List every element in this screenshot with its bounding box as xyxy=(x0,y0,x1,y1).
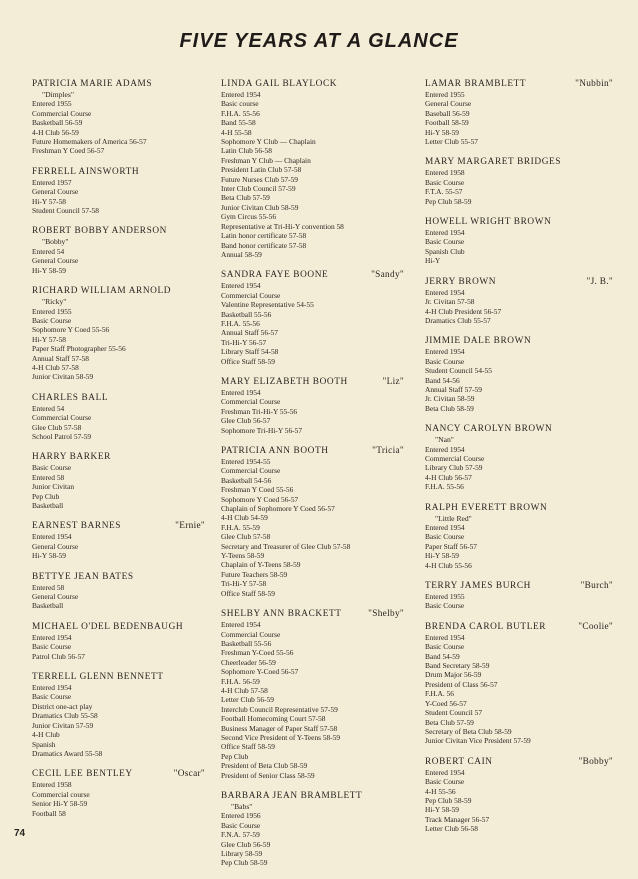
activity-line: Hi-Y 58-59 xyxy=(425,805,460,815)
activity-line: Paper Staff 56-57 xyxy=(425,541,477,551)
activity-line: Basic Course xyxy=(32,642,72,652)
activity-line: Junior Civitan 58-59 xyxy=(32,372,94,382)
activity-line: Football 58 xyxy=(32,808,66,818)
student-nickname: "Bobby" xyxy=(42,237,69,247)
activity-line: Beta Club 57-59 xyxy=(221,193,270,203)
activity-line: Entered 58 xyxy=(32,582,65,592)
activity-line: Basketball xyxy=(32,501,64,510)
student-name: JERRY BROWN xyxy=(425,276,497,287)
student-nickname: "Shelby" xyxy=(368,609,404,620)
student-entry xyxy=(32,769,207,818)
activity-line: Entered 1954 xyxy=(425,767,465,777)
activity-line: Annual 58-59 xyxy=(221,249,262,259)
student-name-row xyxy=(425,503,615,514)
student-entry xyxy=(32,167,207,216)
activity-line: Sophomore Y-Coed 56-57 xyxy=(221,667,299,677)
activity-line: Future Teachers 58-59 xyxy=(221,569,288,579)
activity-line: Hi-Y 58-59 xyxy=(425,551,460,561)
student-name-row xyxy=(32,167,207,178)
student-name-row xyxy=(32,393,207,404)
activity-line: Tri-Hi-Y 57-58 xyxy=(221,579,267,589)
activity-line: Student Council 54-55 xyxy=(425,366,492,376)
activity-line: Library Club 57-59 xyxy=(425,463,483,473)
activity-line: President Latin Club 57-58 xyxy=(221,165,302,175)
activity-line: Freshman Tri-Hi-Y 55-56 xyxy=(221,406,298,416)
activity-line: Basic Course xyxy=(32,463,72,473)
activity-line: 4-H Club 56-57 xyxy=(425,472,472,482)
activity-line: Letter Club 55-57 xyxy=(425,137,478,147)
activity-line: General Course xyxy=(425,99,472,109)
activity-line: Pep Club 58-59 xyxy=(425,196,472,206)
activity-line: F.T.A. 55-57 xyxy=(425,187,463,197)
activity-line: Business Manager of Paper Staff 57-58 xyxy=(221,723,338,733)
activity-line: Letter Club 56-59 xyxy=(221,695,274,705)
activity-line: Spanish xyxy=(32,739,56,749)
activity-line: Interclub Council Representative 57-59 xyxy=(221,704,338,714)
student-name-row xyxy=(425,757,615,768)
student-entry xyxy=(32,393,207,442)
student-entry xyxy=(425,79,615,146)
activity-line: Freshman Y Coed 56-57 xyxy=(32,146,105,156)
page-number: 74 xyxy=(14,828,26,839)
activity-line: Chaplain of Y-Teens 58-59 xyxy=(221,560,301,570)
activity-line: Hi-Y 58-59 xyxy=(32,265,67,275)
student-name: MARY MARGARET BRIDGES xyxy=(425,157,562,168)
activity-line: Junior Civitan Club 58-59 xyxy=(221,202,299,212)
student-name: ROBERT BOBBY ANDERSON xyxy=(32,226,167,237)
activity-line: Hi-Y 57-58 xyxy=(32,196,67,206)
activity-line: Entered 1955 xyxy=(32,99,72,109)
student-name: HOWELL WRIGHT BROWN xyxy=(425,217,552,228)
activity-line: Y-Coed 56-57 xyxy=(425,698,467,708)
activity-line: President of Beta Club 58-59 xyxy=(221,761,308,771)
activity-line: Entered 1955 xyxy=(32,306,72,316)
activity-line: General Course xyxy=(32,592,79,602)
student-name: JIMMIE DALE BROWN xyxy=(425,336,532,347)
activity-line: Second Vice President of Y-Teens 58-59 xyxy=(221,732,341,742)
activity-line: Y-Teens 58-59 xyxy=(221,551,265,561)
activity-line: Sophomore Tri-Hi-Y 56-57 xyxy=(221,425,303,435)
activity-line: Junior Civitan 57-59 xyxy=(32,720,94,730)
student-nickname: "Ernie" xyxy=(175,521,205,532)
student-entry xyxy=(221,377,406,435)
student-entry xyxy=(32,622,207,661)
student-name-row xyxy=(32,452,207,463)
activity-line: Basic Course xyxy=(425,601,465,611)
student-name: PATRICIA MARIE ADAMS xyxy=(32,79,153,89)
activity-line: F.H.A. 55-56 xyxy=(221,108,260,118)
activity-line: Latin Club 56-58 xyxy=(221,146,272,156)
activity-line: Hi-Y xyxy=(425,256,441,266)
activity-line: Entered 1954 xyxy=(425,523,465,532)
activity-line: Paper Staff Photographer 55-56 xyxy=(32,344,126,354)
activity-line: Future Homemakers of America 56-57 xyxy=(32,137,147,147)
student-name: TERRY JAMES BURCH xyxy=(425,581,531,592)
activity-line: Annual Staff 56-57 xyxy=(221,328,278,338)
student-name: SHELBY ANN BRACKETT xyxy=(221,609,342,620)
activity-line: Letter Club 56-58 xyxy=(425,824,478,834)
student-entry xyxy=(221,791,406,868)
activity-line: Entered 1954 xyxy=(221,620,261,630)
student-nickname: "Babs" xyxy=(231,802,253,811)
student-name: BRENDA CAROL BUTLER xyxy=(425,621,547,632)
activity-line: Basic Course xyxy=(425,642,465,652)
student-name-row xyxy=(32,79,207,90)
student-name: RICHARD WILLIAM ARNOLD xyxy=(32,286,172,297)
student-name-row xyxy=(221,270,406,281)
student-name-row xyxy=(221,377,406,388)
activity-line: Entered 1954 xyxy=(32,683,72,693)
student-entry xyxy=(32,286,207,382)
student-name: PATRICIA ANN BOOTH xyxy=(221,446,329,456)
student-name: BETTYE JEAN BATES xyxy=(32,571,134,582)
student-entry xyxy=(425,581,615,611)
student-name: EARNEST BARNES xyxy=(32,521,122,532)
activity-line: Basic Course xyxy=(32,692,72,702)
student-name: FERRELL AINSWORTH xyxy=(32,166,140,177)
activity-line: Jr. Civitan 57-58 xyxy=(425,297,475,307)
student-nickname: "Burch" xyxy=(580,581,613,592)
student-entry xyxy=(425,424,615,491)
activity-line: Student Council 57-58 xyxy=(32,206,99,216)
activity-line: Entered 1954 xyxy=(32,632,72,642)
activity-line: F.H.A. 55-56 xyxy=(221,318,260,328)
activity-line: Basketball 54-56 xyxy=(221,475,272,485)
activity-line: 4-H Club President 56-57 xyxy=(425,306,502,316)
activity-line: President of Class 56-57 xyxy=(425,679,498,689)
activity-line: Freshman Y Club — Chaplain xyxy=(221,155,311,165)
student-entry xyxy=(32,452,207,510)
activity-line: F.N.A. 57-59 xyxy=(221,830,260,840)
activity-line: Entered 1954 xyxy=(32,532,72,542)
activity-line: F.H.A. 56 xyxy=(425,689,454,699)
student-name-row xyxy=(32,286,207,297)
activity-line: Glee Club 57-58 xyxy=(32,422,82,432)
activity-line: Entered 1954 xyxy=(425,444,465,454)
student-name-row xyxy=(221,609,406,620)
activity-line: 4-H Club xyxy=(32,730,60,740)
student-nickname: "Little Red" xyxy=(435,513,472,523)
student-nickname: "Coolie" xyxy=(578,621,613,632)
activity-line: Chaplain of Sophomore Y Coed 56-57 xyxy=(221,504,335,514)
activity-line: Office Staff 58-59 xyxy=(221,742,275,752)
activity-line: Junior Civitan Vice President 57-59 xyxy=(425,736,531,746)
activity-line: District one-act play xyxy=(32,701,93,711)
student-name: NANCY CAROLYN BROWN xyxy=(425,424,553,435)
activity-line: Basic Course xyxy=(425,177,465,187)
student-entry xyxy=(425,503,615,570)
activity-line: F.H.A. 55-59 xyxy=(221,522,260,532)
student-nickname: "Nubbin" xyxy=(575,79,613,89)
activity-line: Drum Major 56-59 xyxy=(425,670,482,680)
activity-line: Pep Club 58-59 xyxy=(221,858,268,868)
activity-line: Basketball 55-56 xyxy=(221,309,272,319)
activity-line: Cheerleader 56-59 xyxy=(221,657,276,667)
activity-line: Band Secretary 58-59 xyxy=(425,661,490,671)
student-entry xyxy=(221,446,406,598)
student-entry xyxy=(425,757,615,834)
student-name-row xyxy=(32,521,207,532)
activity-line: Tri-Hi-Y 56-57 xyxy=(221,337,267,347)
activity-line: Basic course xyxy=(221,99,259,109)
student-name-row xyxy=(425,79,615,90)
student-name-row xyxy=(425,277,615,288)
activity-line: Pep Club xyxy=(221,751,249,761)
student-name-row xyxy=(221,791,406,802)
student-entry xyxy=(32,79,207,156)
student-name: RALPH EVERETT BROWN xyxy=(425,502,548,513)
activity-line: President of Senior Class 58-59 xyxy=(221,770,315,780)
activity-line: Jr. Civitan 58-59 xyxy=(425,394,475,404)
student-name: CECIL LEE BENTLEY xyxy=(32,769,133,780)
student-entry xyxy=(32,572,207,611)
student-name-row xyxy=(425,217,615,228)
activity-line: 4-H Club 57-58 xyxy=(221,685,268,695)
student-entry xyxy=(425,336,615,413)
activity-line: Pep Club xyxy=(32,491,60,501)
activity-line: Basic Course xyxy=(425,237,465,247)
activity-line: 4-H Club 57-58 xyxy=(32,362,79,372)
activity-line: Gym Circus 55-56 xyxy=(221,212,277,222)
student-name: BARBARA JEAN BRAMBLETT xyxy=(221,791,363,801)
student-name-row xyxy=(425,424,615,435)
activity-line: Freshman Y Coed 55-56 xyxy=(221,485,294,495)
activity-line: Freshman Y-Coed 55-56 xyxy=(221,648,294,658)
student-name: LINDA GAIL BLAYLOCK xyxy=(221,79,338,89)
activity-line: Sophomore Y Club — Chaplain xyxy=(221,137,316,147)
student-name-row xyxy=(425,581,615,592)
activity-line: Secretary and Treasurer of Glee Club 57-58 xyxy=(221,541,351,551)
student-name-row xyxy=(221,79,406,90)
activity-line: Entered 54 xyxy=(32,246,65,256)
student-name: ROBERT CAIN xyxy=(425,756,493,767)
student-name-row xyxy=(425,622,615,633)
student-entry xyxy=(425,157,615,206)
column-1 xyxy=(32,79,207,829)
activity-line: School Patrol 57-59 xyxy=(32,431,92,441)
activity-line: Band 55-58 xyxy=(221,118,256,128)
student-name: CHARLES BALL xyxy=(32,392,109,403)
page-title: FIVE YEARS AT A GLANCE xyxy=(179,30,459,52)
activity-line: Entered 1955 xyxy=(425,90,465,99)
activity-line: 4-H 55-58 xyxy=(221,127,252,137)
activity-line: Entered 1954 xyxy=(425,228,465,238)
activity-line: Beta Club 57-59 xyxy=(425,717,474,727)
activity-line: Commercial course xyxy=(32,789,90,799)
student-entry xyxy=(425,217,615,266)
activity-line: Basic Course xyxy=(425,777,465,787)
activity-line: Senior Hi-Y 58-59 xyxy=(32,799,88,809)
activity-line: 4-H Club 56-59 xyxy=(32,127,79,137)
activity-line: Basic Course xyxy=(425,356,465,366)
activity-line: General Course xyxy=(32,256,79,266)
activity-line: 4-H 55-56 xyxy=(425,786,456,796)
activity-line: Hi-Y 58-59 xyxy=(425,127,460,137)
student-name: TERRELL GLENN BENNETT xyxy=(32,672,164,683)
student-name-row xyxy=(425,157,615,168)
activity-line: Entered 1954 xyxy=(221,387,261,397)
activity-line: F.H.A. 56-59 xyxy=(221,676,260,686)
activity-line: Beta Club 58-59 xyxy=(425,403,474,413)
student-name-row xyxy=(221,446,406,457)
student-nickname: "Tricia" xyxy=(372,446,404,456)
student-entry xyxy=(32,672,207,758)
activity-line: Office Staff 58-59 xyxy=(221,588,275,598)
student-name: SANDRA FAYE BOONE xyxy=(221,270,329,281)
activity-line: Entered 1958 xyxy=(32,780,72,790)
activity-line: Glee Club 57-58 xyxy=(221,532,271,542)
student-entry xyxy=(221,609,406,780)
student-name: LAMAR BRAMBLETT xyxy=(425,79,527,89)
student-nickname: "Dimples" xyxy=(42,90,74,99)
activity-line: Library Staff 54-58 xyxy=(221,347,279,357)
activity-line: Sophomore Y Coed 56-57 xyxy=(221,494,299,504)
activity-line: Valentine Representative 54-55 xyxy=(221,300,314,310)
activity-line: Entered 1954 xyxy=(425,347,465,357)
activity-line: Library 58-59 xyxy=(221,849,263,859)
student-name: MARY ELIZABETH BOOTH xyxy=(221,376,348,387)
activity-line: Band 54-59 xyxy=(425,651,460,661)
activity-line: General Course xyxy=(32,541,79,551)
activity-line: Commercial Course xyxy=(32,413,92,423)
activity-line: Glee Club 56-57 xyxy=(221,416,271,426)
student-nickname: "Liz" xyxy=(382,376,404,387)
activity-line: Entered 1954 xyxy=(221,281,261,291)
activity-line: Entered 1954 xyxy=(221,90,261,99)
activity-line: Office Staff 58-59 xyxy=(221,356,275,366)
activity-line: Commercial Course xyxy=(32,108,92,118)
activity-line: Commercial Course xyxy=(425,453,485,463)
activity-line: Basketball 56-59 xyxy=(32,118,83,128)
activity-line: Annual Staff 57-58 xyxy=(32,353,89,363)
student-nickname: "J. B." xyxy=(586,276,613,287)
activity-line: Inter Club Council 57-59 xyxy=(221,184,296,194)
activity-line: Commercial Course xyxy=(221,397,281,407)
activity-line: Entered 1957 xyxy=(32,177,72,187)
student-nickname: "Nan" xyxy=(435,435,454,445)
activity-line: Basketball 55-56 xyxy=(221,638,272,648)
activity-line: Student Council 57 xyxy=(425,708,483,718)
activity-line: Representative at Tri-Hi-Y convention 58 xyxy=(221,221,344,231)
activity-line: Football 58-59 xyxy=(425,118,469,128)
student-name-row xyxy=(32,769,207,780)
activity-line: Track Manager 56-57 xyxy=(425,814,490,824)
activity-line: General Course xyxy=(32,187,79,197)
column-3 xyxy=(425,79,615,845)
activity-line: Basic Course xyxy=(425,532,465,542)
student-name-row xyxy=(425,336,615,347)
activity-line: Football Homecoming Court 57-58 xyxy=(221,714,326,724)
activity-line: Entered 1954 xyxy=(425,632,465,642)
activity-line: Hi-Y 57-58 xyxy=(32,334,67,344)
student-entry xyxy=(221,79,406,259)
student-name: HARRY BARKER xyxy=(32,452,111,463)
activity-line: Entered 1954 xyxy=(425,287,465,297)
activity-line: Commercial Course xyxy=(221,629,281,639)
student-name-row xyxy=(32,622,207,633)
student-nickname: "Ricky" xyxy=(42,297,67,307)
activity-line: Latin honor certificate 57-58 xyxy=(221,231,307,241)
student-name-row xyxy=(32,572,207,583)
activity-line: Baseball 56-59 xyxy=(425,108,470,118)
activity-line: Entered 1955 xyxy=(425,592,465,602)
student-nickname: "Oscar" xyxy=(173,769,205,780)
activity-line: Dramatics Award 55-58 xyxy=(32,748,103,758)
student-entry xyxy=(221,270,406,366)
activity-line: Basketball xyxy=(32,601,64,611)
activity-line: Band honor certificate 57-58 xyxy=(221,240,307,250)
student-entry xyxy=(32,521,207,560)
activity-line: Sophomore Y Coed 55-56 xyxy=(32,325,110,335)
student-name-row xyxy=(32,672,207,683)
activity-line: 4-H Club 54-59 xyxy=(221,513,268,523)
activity-line: Annual Staff 57-59 xyxy=(425,384,482,394)
column-2 xyxy=(221,79,406,879)
activity-line: Dramatics Club 55-57 xyxy=(425,315,491,325)
activity-line: Spanish Club xyxy=(425,246,465,256)
activity-line: Entered 1954-55 xyxy=(221,457,271,466)
activity-line: Hi-Y 58-59 xyxy=(32,551,67,561)
activity-line: Pep Club 58-59 xyxy=(425,795,472,805)
activity-line: Commercial Course xyxy=(221,290,281,300)
activity-line: Basic Course xyxy=(221,820,261,830)
activity-line: 4-H Club 55-56 xyxy=(425,560,472,570)
student-entry xyxy=(425,277,615,326)
student-name-row xyxy=(32,226,207,237)
student-entry xyxy=(32,226,207,275)
student-nickname: "Sandy" xyxy=(371,270,404,281)
student-name: MICHAEL O'DEL BEDENBAUGH xyxy=(32,621,184,632)
activity-line: Patrol Club 56-57 xyxy=(32,651,85,661)
activity-line: Junior Civitan xyxy=(32,482,75,492)
activity-line: Future Nurses Club 57-59 xyxy=(221,174,298,184)
student-nickname: "Bobby" xyxy=(578,756,613,767)
activity-line: Entered 54 xyxy=(32,403,65,413)
student-entry xyxy=(425,622,615,746)
activity-line: Dramatics Club 55-58 xyxy=(32,711,98,721)
activity-line: Entered 1956 xyxy=(221,811,261,821)
activity-line: Band 54-56 xyxy=(425,375,460,385)
activity-line: Glee Club 56-59 xyxy=(221,839,271,849)
activity-line: F.H.A. 55-56 xyxy=(425,482,464,492)
activity-line: Entered 58 xyxy=(32,472,65,482)
activity-line: Secretary of Beta Club 58-59 xyxy=(425,726,512,736)
activity-line: Basic Course xyxy=(32,315,72,325)
activity-line: Entered 1958 xyxy=(425,168,465,178)
activity-line: Commercial Course xyxy=(221,466,281,476)
